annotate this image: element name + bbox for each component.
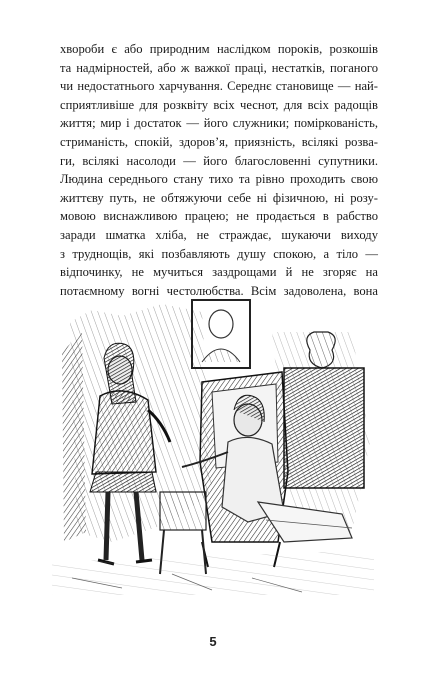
text-line: хвороби є або природним наслідком пороків, розкошів xyxy=(60,42,378,56)
text-line: та надмірностей, або ж важкої праці, нестатків, поганого xyxy=(60,60,378,75)
text-line: ги, всілякі насолоди — його благословенні супутники. xyxy=(60,153,378,168)
text-line: життя; мир і достаток — його служники; поміркованість, xyxy=(60,116,378,131)
text-line: стриманість, спокій, здоров’я, приязність, всілякі розва- xyxy=(60,134,378,149)
text-line: заради шматка хліба, не страждає, шукаючи виходу xyxy=(60,227,378,242)
text-line: чи недостатнього харчування. Середнє становище — най- xyxy=(60,79,378,94)
body-text xyxy=(60,40,378,300)
text-line: Людина середнього стану тихо та рівно проходить свою xyxy=(60,172,378,187)
text-line: відпочинку, не мучиться заздрощами й не згоряє на xyxy=(60,265,378,280)
text-line: життєву путь, не обтяжуючи себе ні фізичною, ні розу- xyxy=(60,190,378,205)
text-line: мовою виснажливою працею; не продається в рабство xyxy=(60,209,378,224)
cabinet xyxy=(284,368,364,488)
floor xyxy=(52,550,374,595)
text-line: потаємному вогні честолюбства. Всім задоволена, вона xyxy=(60,283,378,298)
text-line: з труднощів, які позбавляють душу спокою, а тіло — xyxy=(60,246,378,261)
page-number: 5 xyxy=(209,634,217,649)
engraving-illustration xyxy=(52,292,374,595)
text-line: сприятливіше для розквіту всіх чеснот, для всіх радощів xyxy=(60,97,378,112)
vase xyxy=(307,332,335,368)
